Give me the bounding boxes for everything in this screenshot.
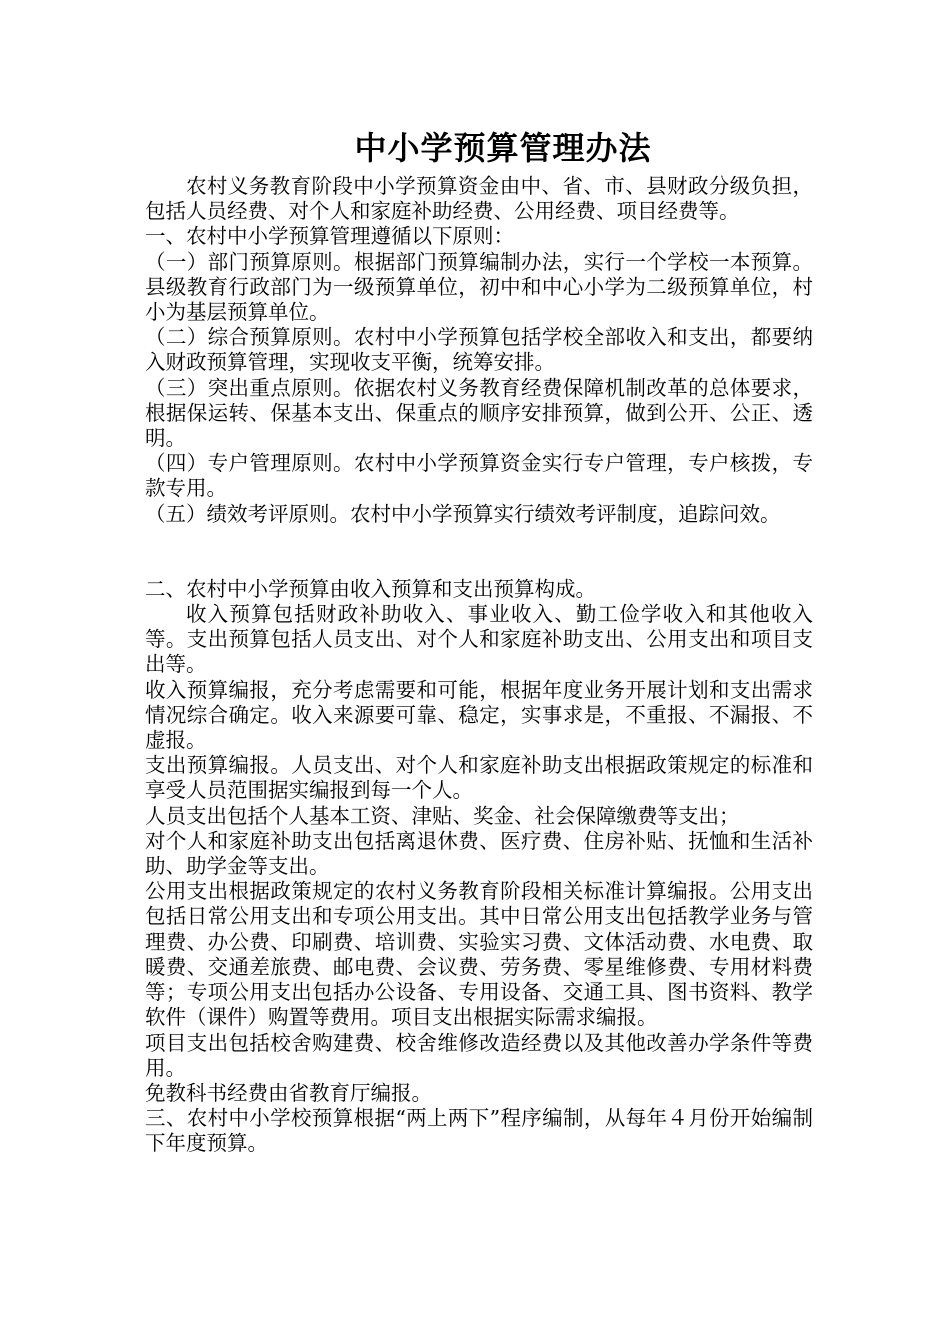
expense-budget-paragraph: 支出预算编报。人员支出、对个人和家庭补助支出根据政策规定的标准和享受人员范围据实编报到每一个人。	[145, 753, 813, 803]
family-subsidy-paragraph: 对个人和家庭补助支出包括离退休费、医疗费、住房补贴、抚恤和生活补助、助学金等支出。	[145, 828, 813, 879]
principle-1-paragraph: （一）部门预算原则。根据部门预算编制办法，实行一个学校一本预算。县级教育行政部门为一级预算单位，初中和中心小学为二级预算单位，村小为基层预算单位。	[145, 249, 813, 325]
blank-gap	[145, 527, 813, 577]
personnel-expense-paragraph: 人员支出包括个人基本工资、津贴、奖金、社会保障缴费等支出；	[145, 803, 740, 828]
public-expense-paragraph: 公用支出根据政策规定的农村义务教育阶段相关标准计算编报。公用支出包括日常公用支出和专项公用支出。其中日常公用支出包括教学业务与管理费、办公费、印刷费、培训费、实验实习费、文体活动费、水电费、取暖费、交通差旅费、邮电费、会议费、劳务费、零星维修费、专用材料费等；专项公用支出包括办公设备、专用设备、交通工具、图书资料、教学软件（课件）购置等费用。项目支出根据实际需求编报。	[145, 879, 813, 1030]
document-page	[145, 126, 813, 1157]
principle-2-paragraph: （二）综合预算原则。农村中小学预算包括学校全部收入和支出，都要纳入财政预算管理，实现收支平衡，统筹安排。	[145, 325, 813, 375]
textbook-fund-paragraph: 免教科书经费由省教育厅编报。	[145, 1080, 432, 1105]
section-3-heading: 三、农村中小学校预算根据“两上两下”程序编制，从每年４月份开始编制下年度预算。	[145, 1106, 813, 1156]
intro-paragraph: 农村义务教育阶段中小学预算资金由中、省、市、县财政分级负担，包括人员经费、对个人和家庭补助经费、公用经费、项目经费等。	[145, 174, 813, 224]
principle-5-paragraph: （五）绩效考评原则。农村中小学预算实行绩效考评制度，追踪问效。	[145, 501, 781, 526]
principle-3-paragraph: （三）突出重点原则。依据农村义务教育经费保障机制改革的总体要求，根据保运转、保基本支出、保重点的顺序安排预算，做到公开、公正、透明。	[145, 375, 813, 451]
income-budget-paragraph: 收入预算编报，充分考虑需要和可能，根据年度业务开展计划和支出需求情况综合确定。收入来源要可靠、稳定，实事求是，不重报、不漏报、不虚报。	[145, 677, 813, 753]
section-2-heading: 二、农村中小学预算由收入预算和支出预算构成。	[145, 576, 596, 601]
budget-composition-paragraph: 收入预算包括财政补助收入、事业收入、勤工俭学收入和其他收入等。支出预算包括人员支出、对个人和家庭补助支出、公用支出和项目支出等。	[145, 602, 813, 677]
principle-4-paragraph: （四）专户管理原则。农村中小学预算资金实行专户管理，专户核拨，专款专用。	[145, 451, 813, 501]
document-title: 中小学预算管理办法	[354, 129, 652, 167]
project-expense-paragraph: 项目支出包括校舍购建费、校舍维修改造经费以及其他改善办学条件等费用。	[145, 1030, 813, 1080]
section-1-heading: 一、农村中小学预算管理遵循以下原则：	[145, 224, 514, 249]
